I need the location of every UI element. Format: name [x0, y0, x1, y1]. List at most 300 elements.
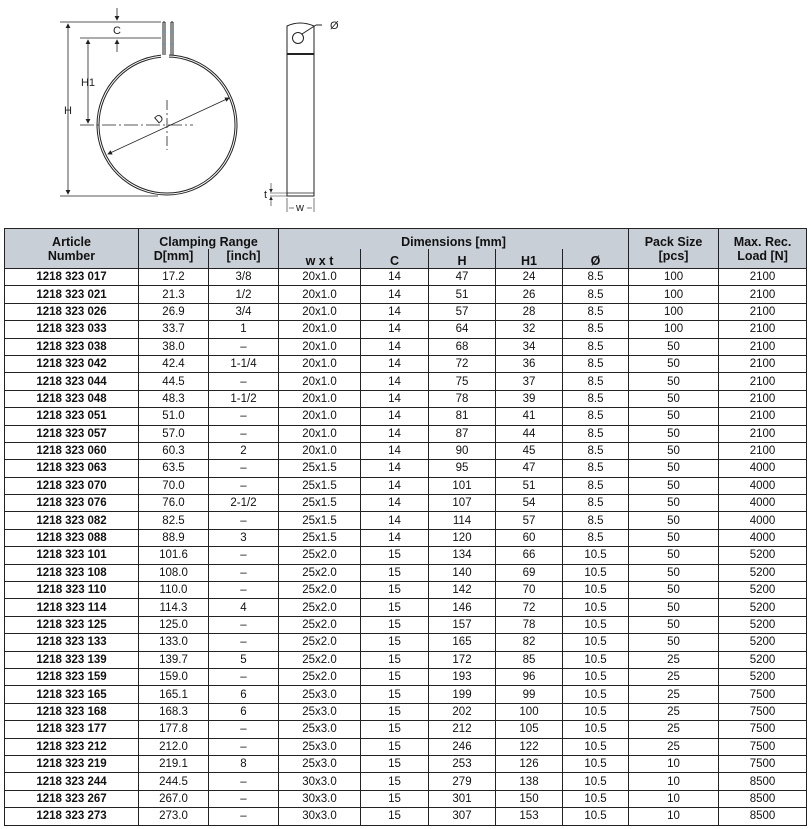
- cell-h: 140: [429, 564, 496, 581]
- cell-article-number: 1218 323 212: [5, 738, 139, 755]
- table-row: [5, 425, 807, 442]
- table-row: [5, 355, 807, 372]
- cell-c: 15: [361, 703, 429, 720]
- cell-article-number: 1218 323 110: [5, 582, 139, 599]
- cell-d-mm: 21.3: [139, 286, 209, 303]
- cell-diameter: 10.5: [563, 738, 629, 755]
- cell-article-number: 1218 323 159: [5, 668, 139, 685]
- table-row: [5, 634, 807, 651]
- cell-pack-size: 50: [629, 599, 719, 616]
- cell-h1: 150: [496, 790, 563, 807]
- cell-inch: 5: [209, 651, 279, 668]
- cell-h1: 54: [496, 495, 563, 512]
- cell-max-load: 2100: [719, 408, 807, 425]
- cell-d-mm: 165.1: [139, 686, 209, 703]
- cell-c: 14: [361, 269, 429, 286]
- dim-label-t: t: [264, 189, 268, 201]
- cell-diameter: 10.5: [563, 616, 629, 633]
- table-row: [5, 686, 807, 703]
- cell-inch: 3/8: [209, 269, 279, 286]
- cell-h: 146: [429, 599, 496, 616]
- cell-pack-size: 50: [629, 547, 719, 564]
- cell-w-x-t: 20x1.0: [279, 286, 361, 303]
- cell-diameter: 10.5: [563, 703, 629, 720]
- cell-h1: 51: [496, 477, 563, 494]
- cell-pack-size: 10: [629, 790, 719, 807]
- cell-h: 279: [429, 773, 496, 790]
- cell-w-x-t: 30x3.0: [279, 808, 361, 825]
- cell-h1: 37: [496, 373, 563, 390]
- cell-pack-size: 50: [629, 373, 719, 390]
- table-row: [5, 721, 807, 738]
- cell-max-load: 5200: [719, 651, 807, 668]
- cell-pack-size: 100: [629, 303, 719, 320]
- table-row: [5, 668, 807, 685]
- table-row: [5, 477, 807, 494]
- cell-article-number: 1218 323 139: [5, 651, 139, 668]
- cell-article-number: 1218 323 033: [5, 321, 139, 338]
- cell-pack-size: 50: [629, 442, 719, 459]
- cell-d-mm: 212.0: [139, 738, 209, 755]
- cell-diameter: 8.5: [563, 425, 629, 442]
- cell-d-mm: 108.0: [139, 564, 209, 581]
- cell-max-load: 5200: [719, 668, 807, 685]
- cell-inch: 8: [209, 755, 279, 772]
- cell-diameter: 10.5: [563, 755, 629, 772]
- cell-w-x-t: 25x2.0: [279, 651, 361, 668]
- cell-diameter: 10.5: [563, 808, 629, 825]
- cell-w-x-t: 25x2.0: [279, 668, 361, 685]
- cell-h: 64: [429, 321, 496, 338]
- cell-inch: 6: [209, 686, 279, 703]
- cell-w-x-t: 25x3.0: [279, 686, 361, 703]
- table-row: [5, 338, 807, 355]
- cell-inch: –: [209, 512, 279, 529]
- cell-diameter: 8.5: [563, 477, 629, 494]
- cell-w-x-t: 25x3.0: [279, 703, 361, 720]
- product-table: [4, 228, 807, 826]
- cell-max-load: 2100: [719, 373, 807, 390]
- cell-diameter: 10.5: [563, 651, 629, 668]
- table-row: [5, 738, 807, 755]
- cell-h1: 24: [496, 269, 563, 286]
- cell-c: 14: [361, 442, 429, 459]
- cell-pack-size: 100: [629, 321, 719, 338]
- dim-label-h: H: [64, 105, 72, 117]
- cell-inch: –: [209, 582, 279, 599]
- cell-w-x-t: 25x1.5: [279, 495, 361, 512]
- cell-inch: 2-1/2: [209, 495, 279, 512]
- cell-pack-size: 10: [629, 808, 719, 825]
- cell-inch: –: [209, 338, 279, 355]
- cell-pack-size: 50: [629, 425, 719, 442]
- cell-d-mm: 82.5: [139, 512, 209, 529]
- cell-c: 14: [361, 425, 429, 442]
- cell-c: 15: [361, 755, 429, 772]
- cell-c: 15: [361, 721, 429, 738]
- cell-inch: 3: [209, 529, 279, 546]
- table-row: [5, 808, 807, 825]
- cell-max-load: 5200: [719, 547, 807, 564]
- cell-h1: 105: [496, 721, 563, 738]
- cell-h: 120: [429, 529, 496, 546]
- cell-inch: 6: [209, 703, 279, 720]
- cell-article-number: 1218 323 108: [5, 564, 139, 581]
- cell-h1: 41: [496, 408, 563, 425]
- cell-c: 15: [361, 616, 429, 633]
- cell-pack-size: 50: [629, 355, 719, 372]
- cell-w-x-t: 20x1.0: [279, 425, 361, 442]
- cell-pack-size: 25: [629, 686, 719, 703]
- cell-article-number: 1218 323 057: [5, 425, 139, 442]
- cell-c: 15: [361, 547, 429, 564]
- cell-max-load: 2100: [719, 286, 807, 303]
- cell-max-load: 2100: [719, 442, 807, 459]
- header-inch: [inch]: [209, 249, 279, 269]
- cell-c: 15: [361, 599, 429, 616]
- cell-pack-size: 25: [629, 738, 719, 755]
- cell-h1: 96: [496, 668, 563, 685]
- cell-c: 15: [361, 686, 429, 703]
- cell-d-mm: 133.0: [139, 634, 209, 651]
- cell-d-mm: 63.5: [139, 460, 209, 477]
- header-article: Article: [5, 229, 139, 250]
- cell-c: 14: [361, 529, 429, 546]
- cell-w-x-t: 20x1.0: [279, 355, 361, 372]
- table-row: [5, 512, 807, 529]
- cell-d-mm: 76.0: [139, 495, 209, 512]
- cell-h: 172: [429, 651, 496, 668]
- table-row: [5, 790, 807, 807]
- cell-diameter: 8.5: [563, 373, 629, 390]
- cell-max-load: 2100: [719, 321, 807, 338]
- cell-pack-size: 50: [629, 338, 719, 355]
- cell-c: 15: [361, 773, 429, 790]
- cell-pack-size: 25: [629, 668, 719, 685]
- cell-max-load: 2100: [719, 390, 807, 407]
- cell-inch: –: [209, 738, 279, 755]
- cell-d-mm: 17.2: [139, 269, 209, 286]
- cell-pack-size: 100: [629, 269, 719, 286]
- cell-diameter: 10.5: [563, 721, 629, 738]
- cell-h: 75: [429, 373, 496, 390]
- cell-h1: 36: [496, 355, 563, 372]
- cell-w-x-t: 25x2.0: [279, 634, 361, 651]
- cell-w-x-t: 25x3.0: [279, 721, 361, 738]
- cell-diameter: 8.5: [563, 408, 629, 425]
- cell-max-load: 7500: [719, 738, 807, 755]
- cell-h: 101: [429, 477, 496, 494]
- cell-article-number: 1218 323 114: [5, 599, 139, 616]
- cell-h: 199: [429, 686, 496, 703]
- cell-d-mm: 57.0: [139, 425, 209, 442]
- cell-article-number: 1218 323 017: [5, 269, 139, 286]
- header-d-mm: D[mm]: [139, 249, 209, 269]
- table-row: [5, 460, 807, 477]
- cell-inch: –: [209, 408, 279, 425]
- cell-diameter: 8.5: [563, 269, 629, 286]
- cell-w-x-t: 20x1.0: [279, 442, 361, 459]
- cell-h1: 138: [496, 773, 563, 790]
- cell-max-load: 2100: [719, 355, 807, 372]
- cell-diameter: 10.5: [563, 564, 629, 581]
- cell-w-x-t: 30x3.0: [279, 790, 361, 807]
- cell-d-mm: 177.8: [139, 721, 209, 738]
- cell-diameter: 8.5: [563, 512, 629, 529]
- header-max-load: Max. Rec.: [719, 229, 807, 250]
- cell-diameter: 8.5: [563, 460, 629, 477]
- cell-pack-size: 50: [629, 582, 719, 599]
- cell-h: 90: [429, 442, 496, 459]
- cell-pack-size: 50: [629, 390, 719, 407]
- cell-h: 301: [429, 790, 496, 807]
- dim-label-h1: H1: [80, 77, 96, 89]
- cell-c: 15: [361, 582, 429, 599]
- cell-pack-size: 25: [629, 651, 719, 668]
- cell-diameter: 10.5: [563, 547, 629, 564]
- cell-h: 107: [429, 495, 496, 512]
- cell-d-mm: 33.7: [139, 321, 209, 338]
- cell-c: 14: [361, 495, 429, 512]
- table-row: [5, 703, 807, 720]
- cell-d-mm: 48.3: [139, 390, 209, 407]
- table-row: [5, 495, 807, 512]
- cell-article-number: 1218 323 177: [5, 721, 139, 738]
- cell-h1: 45: [496, 442, 563, 459]
- table-row: [5, 582, 807, 599]
- cell-inch: 1: [209, 321, 279, 338]
- cell-h1: 122: [496, 738, 563, 755]
- clamp-front-view: [60, 8, 237, 196]
- cell-h1: 44: [496, 425, 563, 442]
- cell-w-x-t: 20x1.0: [279, 408, 361, 425]
- cell-pack-size: 50: [629, 529, 719, 546]
- cell-pack-size: 50: [629, 408, 719, 425]
- cell-d-mm: 44.5: [139, 373, 209, 390]
- cell-diameter: 10.5: [563, 668, 629, 685]
- cell-c: 14: [361, 512, 429, 529]
- cell-w-x-t: 20x1.0: [279, 390, 361, 407]
- cell-max-load: 5200: [719, 616, 807, 633]
- cell-article-number: 1218 323 021: [5, 286, 139, 303]
- cell-h1: 85: [496, 651, 563, 668]
- cell-max-load: 7500: [719, 703, 807, 720]
- table-row: [5, 408, 807, 425]
- cell-h: 87: [429, 425, 496, 442]
- cell-inch: –: [209, 790, 279, 807]
- cell-h1: 99: [496, 686, 563, 703]
- cell-w-x-t: 25x2.0: [279, 547, 361, 564]
- cell-c: 14: [361, 355, 429, 372]
- cell-article-number: 1218 323 048: [5, 390, 139, 407]
- table-row: [5, 269, 807, 286]
- cell-article-number: 1218 323 063: [5, 460, 139, 477]
- cell-h: 246: [429, 738, 496, 755]
- cell-h: 307: [429, 808, 496, 825]
- cell-pack-size: 25: [629, 703, 719, 720]
- cell-article-number: 1218 323 273: [5, 808, 139, 825]
- cell-diameter: 10.5: [563, 790, 629, 807]
- cell-article-number: 1218 323 060: [5, 442, 139, 459]
- table-row: [5, 651, 807, 668]
- pipe-clamp-diagram: [0, 0, 811, 225]
- cell-d-mm: 60.3: [139, 442, 209, 459]
- cell-max-load: 4000: [719, 460, 807, 477]
- cell-max-load: 4000: [719, 512, 807, 529]
- cell-max-load: 4000: [719, 495, 807, 512]
- cell-c: 15: [361, 634, 429, 651]
- cell-c: 15: [361, 790, 429, 807]
- cell-inch: –: [209, 547, 279, 564]
- cell-w-x-t: 30x3.0: [279, 773, 361, 790]
- table-row: [5, 286, 807, 303]
- cell-c: 14: [361, 390, 429, 407]
- cell-d-mm: 51.0: [139, 408, 209, 425]
- cell-max-load: 8500: [719, 790, 807, 807]
- cell-pack-size: 50: [629, 460, 719, 477]
- cell-h: 134: [429, 547, 496, 564]
- cell-pack-size: 50: [629, 495, 719, 512]
- cell-h: 212: [429, 721, 496, 738]
- cell-h: 193: [429, 668, 496, 685]
- cell-article-number: 1218 323 125: [5, 616, 139, 633]
- table-row: [5, 442, 807, 459]
- cell-h: 81: [429, 408, 496, 425]
- cell-max-load: 7500: [719, 721, 807, 738]
- cell-pack-size: 25: [629, 721, 719, 738]
- table-row: [5, 390, 807, 407]
- cell-w-x-t: 20x1.0: [279, 338, 361, 355]
- cell-diameter: 10.5: [563, 773, 629, 790]
- cell-h: 72: [429, 355, 496, 372]
- cell-d-mm: 139.7: [139, 651, 209, 668]
- cell-max-load: 2100: [719, 269, 807, 286]
- cell-pack-size: 100: [629, 286, 719, 303]
- cell-article-number: 1218 323 070: [5, 477, 139, 494]
- header-pack-size: Pack Size: [629, 229, 719, 250]
- cell-pack-size: 50: [629, 616, 719, 633]
- header-wxt: w x t: [279, 249, 361, 269]
- cell-h: 57: [429, 303, 496, 320]
- cell-inch: –: [209, 460, 279, 477]
- header-h: H: [429, 249, 496, 269]
- cell-h1: 69: [496, 564, 563, 581]
- cell-c: 15: [361, 564, 429, 581]
- cell-w-x-t: 25x2.0: [279, 616, 361, 633]
- cell-inch: –: [209, 808, 279, 825]
- cell-d-mm: 88.9: [139, 529, 209, 546]
- cell-diameter: 8.5: [563, 529, 629, 546]
- table-row: [5, 564, 807, 581]
- cell-w-x-t: 25x2.0: [279, 582, 361, 599]
- cell-max-load: 4000: [719, 477, 807, 494]
- cell-article-number: 1218 323 076: [5, 495, 139, 512]
- cell-h1: 100: [496, 703, 563, 720]
- cell-h: 95: [429, 460, 496, 477]
- cell-h1: 70: [496, 582, 563, 599]
- cell-w-x-t: 25x3.0: [279, 738, 361, 755]
- cell-diameter: 8.5: [563, 303, 629, 320]
- cell-d-mm: 114.3: [139, 599, 209, 616]
- cell-h1: 34: [496, 338, 563, 355]
- cell-inch: 2: [209, 442, 279, 459]
- cell-pack-size: 50: [629, 634, 719, 651]
- cell-h: 78: [429, 390, 496, 407]
- cell-d-mm: 125.0: [139, 616, 209, 633]
- cell-h: 68: [429, 338, 496, 355]
- clamp-side-view: [270, 23, 322, 212]
- cell-inch: 1/2: [209, 286, 279, 303]
- cell-h1: 82: [496, 634, 563, 651]
- table-row: [5, 373, 807, 390]
- cell-max-load: 8500: [719, 773, 807, 790]
- table-row: [5, 321, 807, 338]
- cell-max-load: 5200: [719, 599, 807, 616]
- cell-article-number: 1218 323 168: [5, 703, 139, 720]
- cell-pack-size: 50: [629, 512, 719, 529]
- cell-article-number: 1218 323 051: [5, 408, 139, 425]
- cell-inch: –: [209, 373, 279, 390]
- cell-c: 15: [361, 651, 429, 668]
- dim-label-diameter: Ø: [330, 20, 339, 32]
- cell-article-number: 1218 323 038: [5, 338, 139, 355]
- cell-w-x-t: 20x1.0: [279, 373, 361, 390]
- cell-w-x-t: 25x1.5: [279, 512, 361, 529]
- table-body: [5, 269, 807, 826]
- cell-w-x-t: 25x1.5: [279, 529, 361, 546]
- header-diameter: Ø: [563, 249, 629, 269]
- cell-d-mm: 70.0: [139, 477, 209, 494]
- table-row: [5, 303, 807, 320]
- cell-h1: 26: [496, 286, 563, 303]
- cell-h1: 47: [496, 460, 563, 477]
- table-row: [5, 547, 807, 564]
- cell-diameter: 8.5: [563, 286, 629, 303]
- cell-diameter: 8.5: [563, 442, 629, 459]
- cell-c: 14: [361, 408, 429, 425]
- cell-diameter: 10.5: [563, 634, 629, 651]
- cell-c: 14: [361, 286, 429, 303]
- cell-max-load: 5200: [719, 564, 807, 581]
- cell-h1: 57: [496, 512, 563, 529]
- cell-c: 14: [361, 303, 429, 320]
- cell-c: 15: [361, 808, 429, 825]
- cell-h1: 66: [496, 547, 563, 564]
- cell-inch: –: [209, 564, 279, 581]
- cell-h1: 60: [496, 529, 563, 546]
- cell-max-load: 7500: [719, 755, 807, 772]
- cell-c: 14: [361, 373, 429, 390]
- cell-inch: –: [209, 721, 279, 738]
- cell-inch: 1-1/4: [209, 355, 279, 372]
- header-pack-size-2: [pcs]: [629, 249, 719, 269]
- cell-h1: 28: [496, 303, 563, 320]
- cell-pack-size: 10: [629, 773, 719, 790]
- cell-article-number: 1218 323 042: [5, 355, 139, 372]
- header-max-load-2: Load [N]: [719, 249, 807, 269]
- cell-c: 14: [361, 338, 429, 355]
- cell-article-number: 1218 323 219: [5, 755, 139, 772]
- cell-w-x-t: 25x2.0: [279, 599, 361, 616]
- cell-article-number: 1218 323 133: [5, 634, 139, 651]
- cell-d-mm: 26.9: [139, 303, 209, 320]
- table-row: [5, 773, 807, 790]
- cell-diameter: 8.5: [563, 355, 629, 372]
- cell-diameter: 8.5: [563, 390, 629, 407]
- dim-label-d: D: [152, 112, 167, 127]
- table-row: [5, 616, 807, 633]
- cell-w-x-t: 20x1.0: [279, 269, 361, 286]
